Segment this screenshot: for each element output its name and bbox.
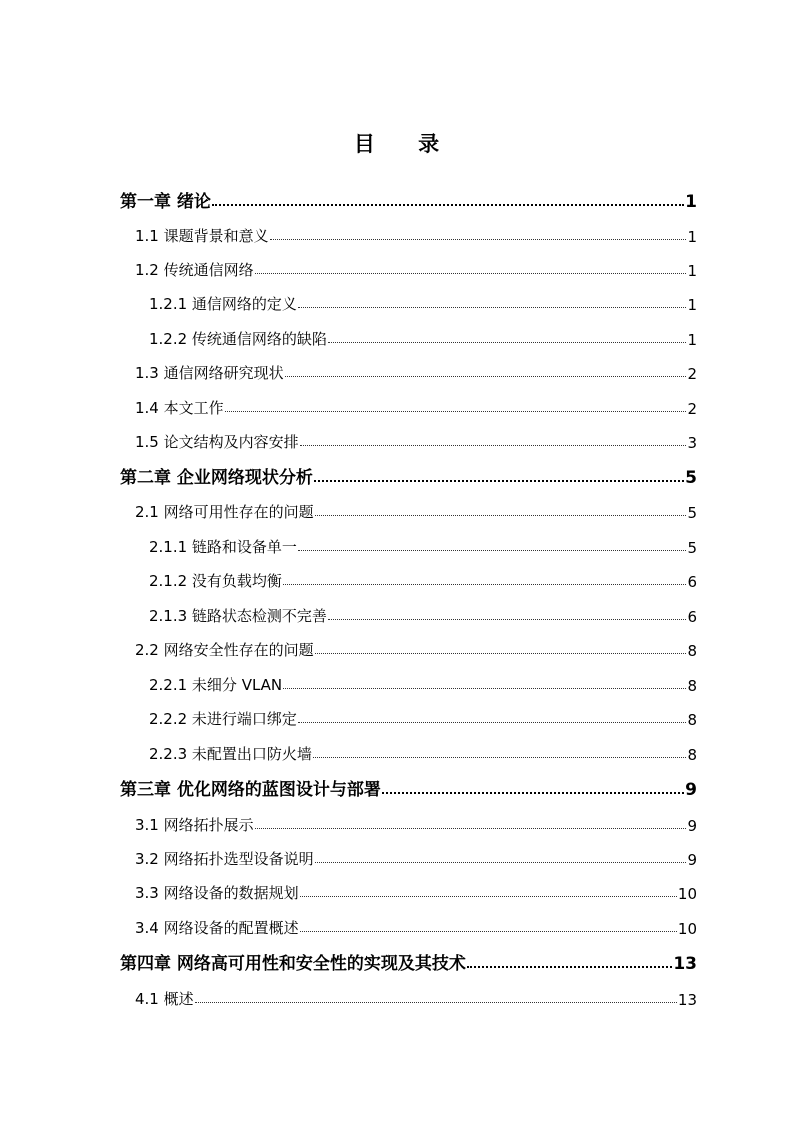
dot-leader — [328, 342, 687, 343]
dot-leader — [315, 653, 687, 654]
toc-entry-label: 1.5 论文结构及内容安排 — [135, 433, 299, 451]
toc-entry-1-2[interactable] — [135, 256, 697, 280]
dot-leader — [300, 931, 677, 932]
toc-entry-1-2-1[interactable] — [149, 290, 697, 314]
toc-entry-1-5[interactable] — [135, 428, 697, 452]
toc-entry-page: 1 — [687, 228, 697, 246]
dot-leader — [285, 376, 687, 377]
toc-entry-2-2-1[interactable] — [149, 671, 697, 695]
toc-entry-chapter-1[interactable] — [120, 186, 697, 212]
toc-entry-3-3[interactable] — [135, 879, 697, 903]
toc-entry-page: 8 — [687, 677, 697, 695]
toc-entry-label: 1.2.2 传统通信网络的缺陷 — [149, 330, 327, 348]
toc-entry-label: 2.1.3 链路状态检测不完善 — [149, 607, 327, 625]
toc-entry-label: 第二章 企业网络现状分析 — [120, 468, 313, 488]
toc-entry-page: 13 — [673, 954, 697, 974]
toc-entry-label: 1.2 传统通信网络 — [135, 261, 254, 279]
toc-entry-page: 1 — [687, 331, 697, 349]
toc-entry-label: 3.4 网络设备的配置概述 — [135, 919, 299, 937]
toc-entry-label: 2.1.2 没有负载均衡 — [149, 572, 282, 590]
dot-leader — [315, 862, 687, 863]
toc-entry-3-4[interactable] — [135, 914, 697, 938]
toc-entry-2-1[interactable] — [135, 498, 697, 522]
toc-entry-page: 10 — [677, 885, 697, 903]
dot-leader — [314, 480, 684, 482]
toc-entry-label: 1.4 本文工作 — [135, 399, 224, 417]
toc-entry-label: 2.2.2 未进行端口绑定 — [149, 710, 297, 728]
dot-leader — [467, 966, 672, 968]
dot-leader — [298, 307, 687, 308]
toc-entry-chapter-4[interactable] — [120, 948, 697, 974]
toc-entry-page: 6 — [687, 573, 697, 591]
toc-entry-2-2-3[interactable] — [149, 740, 697, 764]
dot-leader — [270, 239, 687, 240]
dot-leader — [315, 515, 687, 516]
dot-leader — [382, 792, 684, 794]
toc-entry-page: 8 — [687, 642, 697, 660]
toc-entry-2-1-1[interactable] — [149, 533, 697, 557]
toc-entry-page: 9 — [687, 851, 697, 869]
toc-entry-2-1-3[interactable] — [149, 602, 697, 626]
toc-entry-1-2-2[interactable] — [149, 325, 697, 349]
toc-entry-page: 5 — [685, 468, 697, 488]
dot-leader — [195, 1002, 677, 1003]
toc-title: 目 录 — [353, 132, 458, 156]
toc-entry-label: 2.2.1 未细分 VLAN — [149, 676, 283, 694]
toc-entry-1-3[interactable] — [135, 359, 697, 383]
toc-entry-label: 1.3 通信网络研究现状 — [135, 364, 284, 382]
dot-leader — [300, 445, 687, 446]
toc-entry-page: 5 — [687, 504, 697, 522]
toc-entry-page: 1 — [687, 296, 697, 314]
toc-entry-label: 2.2.3 未配置出口防火墙 — [149, 745, 312, 763]
toc-entry-label: 1.2.1 通信网络的定义 — [149, 295, 297, 313]
toc-entry-4-1[interactable] — [135, 985, 697, 1009]
toc-entry-2-2-2[interactable] — [149, 705, 697, 729]
toc-entry-1-1[interactable] — [135, 222, 697, 246]
toc-entry-page: 6 — [687, 608, 697, 626]
dot-leader — [225, 411, 687, 412]
toc-entry-label: 1.1 课题背景和意义 — [135, 227, 269, 245]
toc-entry-2-1-2[interactable] — [149, 567, 697, 591]
toc-entry-label: 3.1 网络拓扑展示 — [135, 816, 254, 834]
dot-leader — [255, 828, 687, 829]
toc-entry-page: 5 — [687, 539, 697, 557]
toc-entry-page: 3 — [687, 434, 697, 452]
toc-entry-page: 8 — [687, 711, 697, 729]
toc-entry-page: 1 — [685, 192, 697, 212]
toc-entry-page: 9 — [687, 817, 697, 835]
dot-leader — [255, 273, 687, 274]
toc-entry-2-2[interactable] — [135, 636, 697, 660]
dot-leader — [212, 204, 684, 206]
toc-entry-1-4[interactable] — [135, 394, 697, 418]
toc-entry-label: 2.2 网络安全性存在的问题 — [135, 641, 314, 659]
dot-leader — [328, 619, 687, 620]
toc-entry-3-2[interactable] — [135, 845, 697, 869]
toc-entry-chapter-3[interactable] — [120, 774, 697, 800]
toc-entry-3-1[interactable] — [135, 811, 697, 835]
toc-entry-page: 10 — [677, 920, 697, 938]
toc-entry-page: 13 — [677, 991, 697, 1009]
toc-entry-label: 3.2 网络拓扑选型设备说明 — [135, 850, 314, 868]
toc-entry-label: 2.1.1 链路和设备单一 — [149, 538, 297, 556]
toc-entry-page: 1 — [687, 262, 697, 280]
toc-entry-page: 2 — [687, 365, 697, 383]
toc-entry-page: 2 — [687, 400, 697, 418]
toc-entry-page: 9 — [685, 780, 697, 800]
dot-leader — [283, 584, 687, 585]
dot-leader — [298, 722, 687, 723]
toc-entry-label: 第一章 绪论 — [120, 192, 211, 212]
dot-leader — [300, 896, 677, 897]
dot-leader — [283, 688, 686, 689]
dot-leader — [313, 757, 687, 758]
toc-entry-page: 8 — [687, 746, 697, 764]
toc-entry-label: 第三章 优化网络的蓝图设计与部署 — [120, 780, 381, 800]
toc-entry-label: 3.3 网络设备的数据规划 — [135, 884, 299, 902]
toc-entry-label: 4.1 概述 — [135, 990, 194, 1008]
toc-entry-label: 2.1 网络可用性存在的问题 — [135, 503, 314, 521]
toc-entry-chapter-2[interactable] — [120, 462, 697, 488]
dot-leader — [298, 550, 687, 551]
toc-entry-label: 第四章 网络高可用性和安全性的实现及其技术 — [120, 954, 466, 974]
